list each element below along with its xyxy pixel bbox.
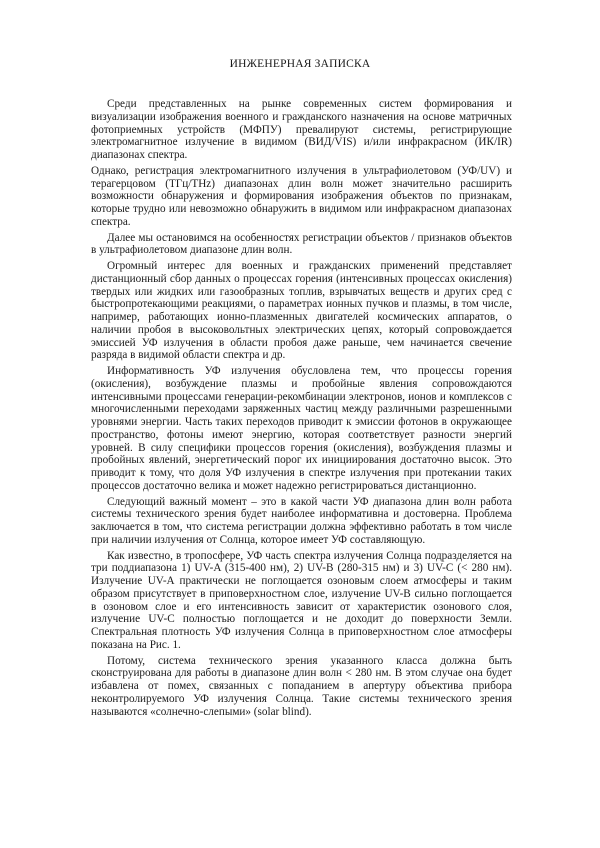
- paragraph-3: Далее мы остановимся на особенностях регистрации объектов / признаков объектов в ультрафиолетовом диапазоне длин волн.: [91, 231, 512, 257]
- paragraph-2: Однако, регистрация электромагнитного излучения в ультрафиолетовом (УФ/UV) и терагерцовом (ТГц/THz) диапазонах длин волн может значительно расширить возможности обнаружения и формирования изображения объектов по признакам, которые трудно или невозможно обнаружить в видимом или инфракрасном диапазонах спектра.: [91, 164, 512, 228]
- paragraph-5: Информативность УФ излучения обусловлена тем, что процессы горения (окисления), возбуждение плазмы и пробойные явления сопровождаются интенсивными процессами генерации-рекомбинации электронов, ионов и комплексов с многочисленными переходами заряженных частиц между различными разрешенными уровнями энергии. Часть таких переходов приводит к эмиссии фотонов в окружающее пространство, фотоны имеют энергию, которая соответствует разности энергий уровней. В силу специфики процессов горения (окисления), возбуждения плазмы и пробойных явлений, энергетический порог их инициирования достаточно высок. Это приводит к тому, что доля УФ излучения в спектре излучения при протекании таких процессов достаточно велика и может надежно регистрироваться дистанционно.: [91, 365, 512, 492]
- paragraph-7: Как известно, в тропосфере, УФ часть спектра излучения Солнца подразделяется на три поддиапазона 1) UV-A (315-400 нм), 2) UV-B (280-315 нм) и 3) UV-C (< 280 нм). Излучение UV-A практически не поглощается озоновым слоем атмосферы и таким образом присутствует в приповерхностном слое, излучение UV-B сильно поглощается в озоновом слое и его интенсивность зависит от характеристик озонового слоя, излучение UV-C полностью поглощается и не доходит до поверхности Земли. Спектральная плотность УФ излучения Солнца в приповерхностном слое атмосферы показана на Рис. 1.: [91, 549, 512, 651]
- document-title: ИНЖЕНЕРНАЯ ЗАПИСКА: [229, 58, 371, 70]
- paragraph-4: Огромный интерес для военных и гражданских применений представляет дистанционный сбор данных о процессах горения (интенсивных процессах окисления) твердых или жидких или газообразных топлив, взрывчатых веществ и других сред с быстропротекающими реакциями, о параметрах ионных пучков и плазмы, в том числе, например, работающих ионно-плазменных двигателей космических аппаратов, о наличии пробоя в высоковольтных электрических цепях, который сопровождается эмиссией УФ излучения в области пробоя даже раньше, чем начинается свечение разряда в видимой области спектра и др.: [91, 260, 512, 362]
- paragraph-1: Среди представленных на рынке современных систем формирования и визуализации изображения военного и гражданского назначения на основе матричных фотоприемных устройств (МФПУ) превалируют системы, регистрирующие электромагнитное излучение в видимом (ВИД/VIS) и/или инфракрасном (ИК/IR) диапазонах спектра.: [91, 98, 512, 161]
- paragraph-8: Потому, система технического зрения указанного класса должна быть сконструирована для работы в диапазоне длин волн < 280 нм. В этом случае она будет избавлена от помех, связанных с попаданием в апертуру объектива прибора неконтролируемого УФ излучения Солнца. Такие системы технического зрения называются «солнечно-слепыми» (solar blind).: [91, 654, 512, 718]
- document-body: [91, 98, 512, 721]
- paragraph-6: Следующий важный момент – это в какой части УФ диапазона длин волн работа системы технического зрения будет наиболее информативна и достоверна. Проблема заключается в том, что система регистрации должна эффективно работать в том числе при наличии излучения от Солнца, которое имеет УФ составляющую.: [91, 495, 512, 546]
